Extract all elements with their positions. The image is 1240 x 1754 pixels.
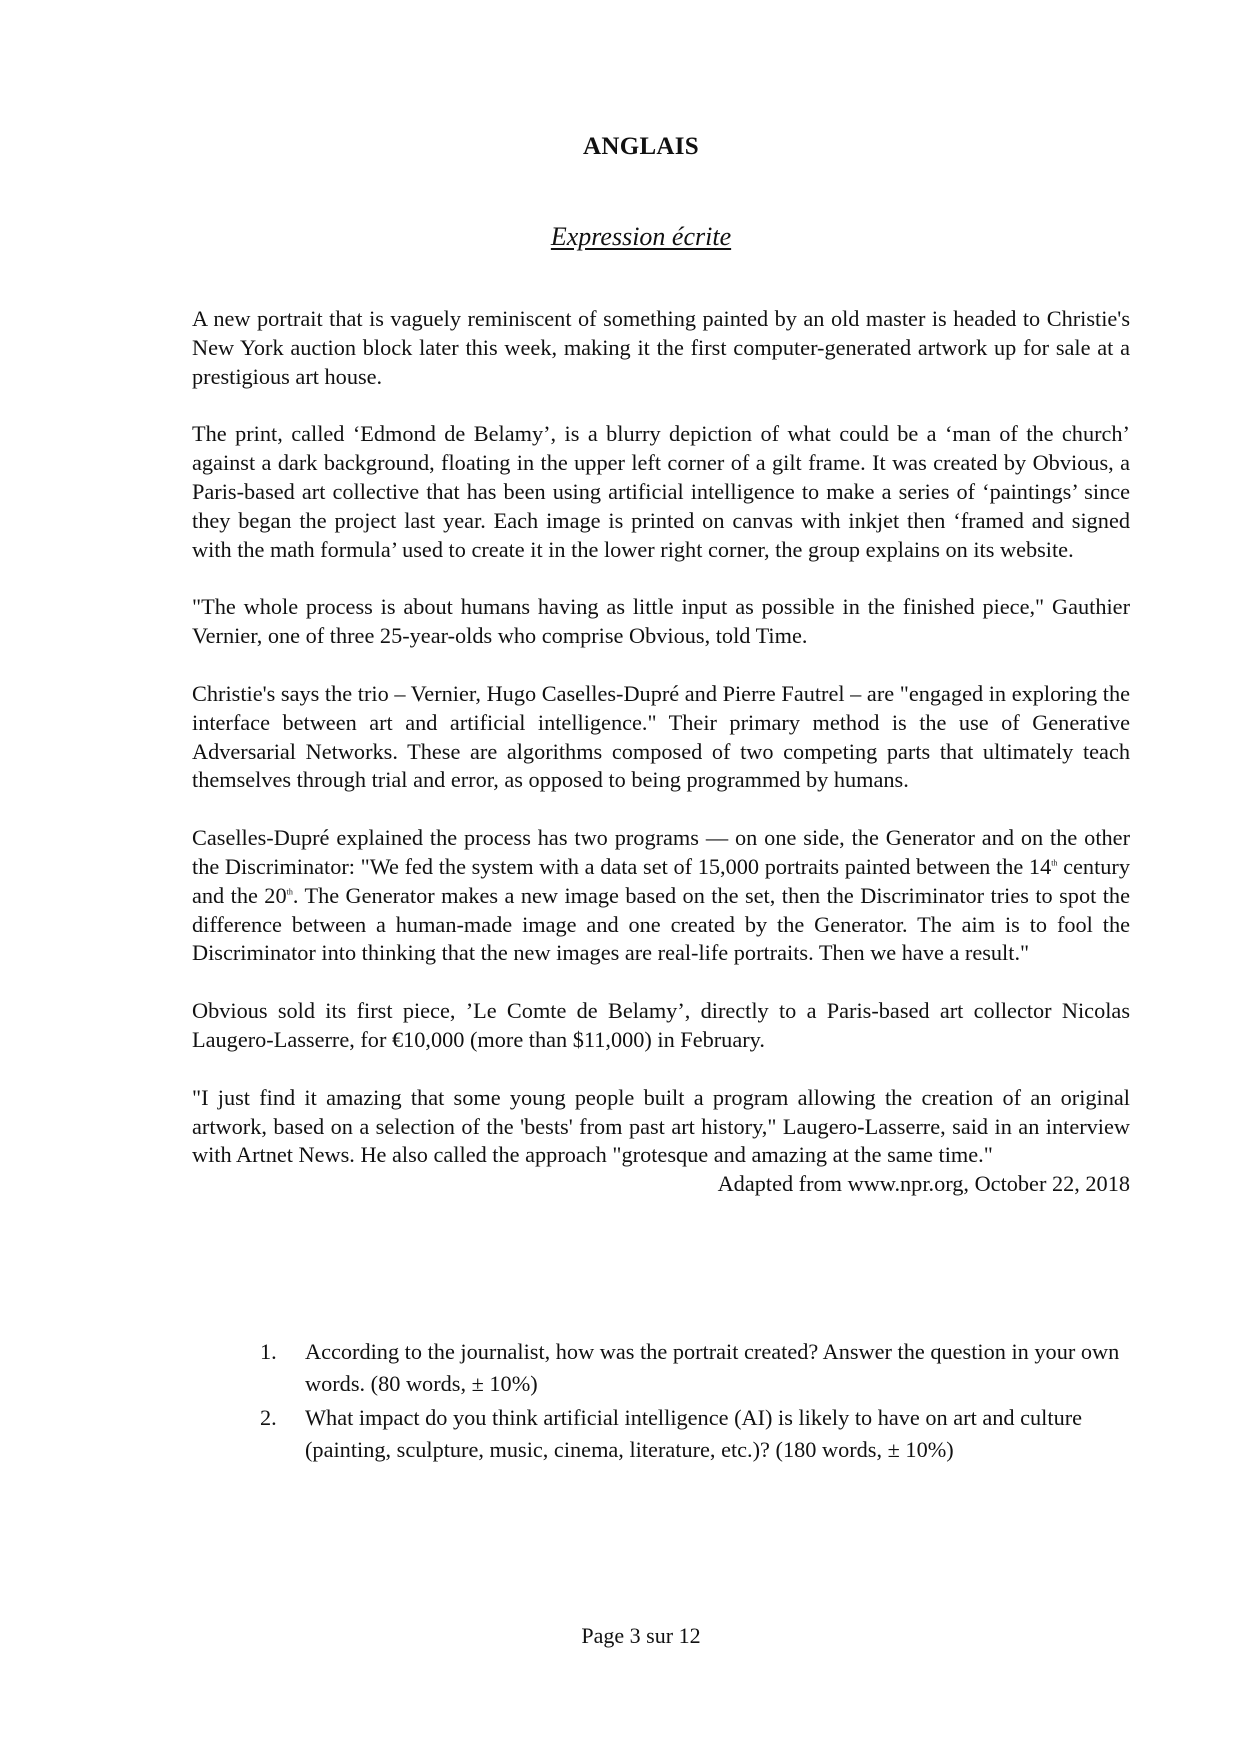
paragraph-5-part-2: century and the 20 [192, 853, 1130, 908]
article-paragraph-7: "I just find it amazing that some young people built a program allowing the creation of an original artwork, based on a selection of the 'bests' from past art history," Laugero-Lasserre, said in an interview with Artnet News. He also called the approach "grotesque and amazing at the same time." [192, 1084, 1130, 1168]
article-paragraph-6: Obvious sold its first piece, ’Le Comte de Belamy’, directly to a Paris-based art collector Nicolas Laugero-Lasserre, for €10,000 (more than $11,000) in February. [192, 998, 1130, 1052]
ordinal-suffix-20th: th [286, 887, 293, 897]
question-number: 1. [260, 1339, 277, 1364]
paragraph-5-part-3: . The Generator makes a new image based on the set, then the Discriminator tries to spot the difference between a human-made image and one created by the Generator. The aim is to fool the Discriminator into thinking that the new images are real-life portraits. Then we have a result." [192, 882, 1130, 966]
paragraph-5-part-1: Caselles-Dupré explained the process has two programs — on one side, the Generator and on the other the Discriminator: "We fed the system with a data set of 15,000 portraits painted between the 14 [192, 825, 1130, 879]
question-item [260, 1402, 1130, 1466]
question-text: What impact do you think artificial intelligence (AI) is likely to have on art and culture (painting, sculpture, music, cinema, literature, etc.)? (180 words, ± 10%) [305, 1405, 1083, 1462]
article-paragraph-4: Christie's says the trio – Vernier, Hugo Caselles-Dupré and Pierre Fautrel – are "engaged in exploring the interface between art and artificial intelligence." Their primary method is the use of Generative Adversarial Networks. These are algorithms composed of two competing parts that ultimately teach themselves through trial and error, as opposed to being programmed by humans. [192, 680, 1130, 793]
question-list [260, 1336, 1130, 1468]
article-paragraph-5 [192, 824, 1130, 968]
article-paragraph-2: The print, called ‘Edmond de Belamy’, is a blurry depiction of what could be a ‘man of the church’ against a dark background, floating in the upper left corner of a gilt frame. It was created by Obvious, a Paris-based art collective that has been using artificial intelligence to make a series of ‘paintings’ since they began the project last year. Each image is printed on canvas with inkjet then ‘framed and signed with the math formula’ used to create it in the lower right corner, the group explains on its website. [192, 421, 1130, 562]
question-item [260, 1336, 1130, 1400]
question-text: According to the journalist, how was the portrait created? Answer the question in your own words. (80 words, ± 10%) [305, 1339, 1120, 1396]
page-number: Page 3 sur 12 [581, 1623, 701, 1648]
article-source: Adapted from www.npr.org, October 22, 2018 [717, 1171, 1130, 1197]
article-paragraph-1: A new portrait that is vaguely reminiscent of something painted by an old master is headed to Christie's New York auction block later this week, making it the first computer-generated artwork up for sale at a prestigious art house. [192, 306, 1130, 389]
ordinal-suffix-14th: th [1051, 858, 1058, 868]
article-body [192, 305, 1130, 1199]
section-subtitle: Expression écrite [550, 222, 732, 251]
article-paragraph-3: "The whole process is about humans having as little input as possible in the finished piece," Gauthier Vernier, one of three 25-year-olds who comprise Obvious, told Time. [192, 594, 1130, 649]
page-title: ANGLAIS [582, 133, 700, 160]
question-number: 2. [260, 1405, 277, 1430]
